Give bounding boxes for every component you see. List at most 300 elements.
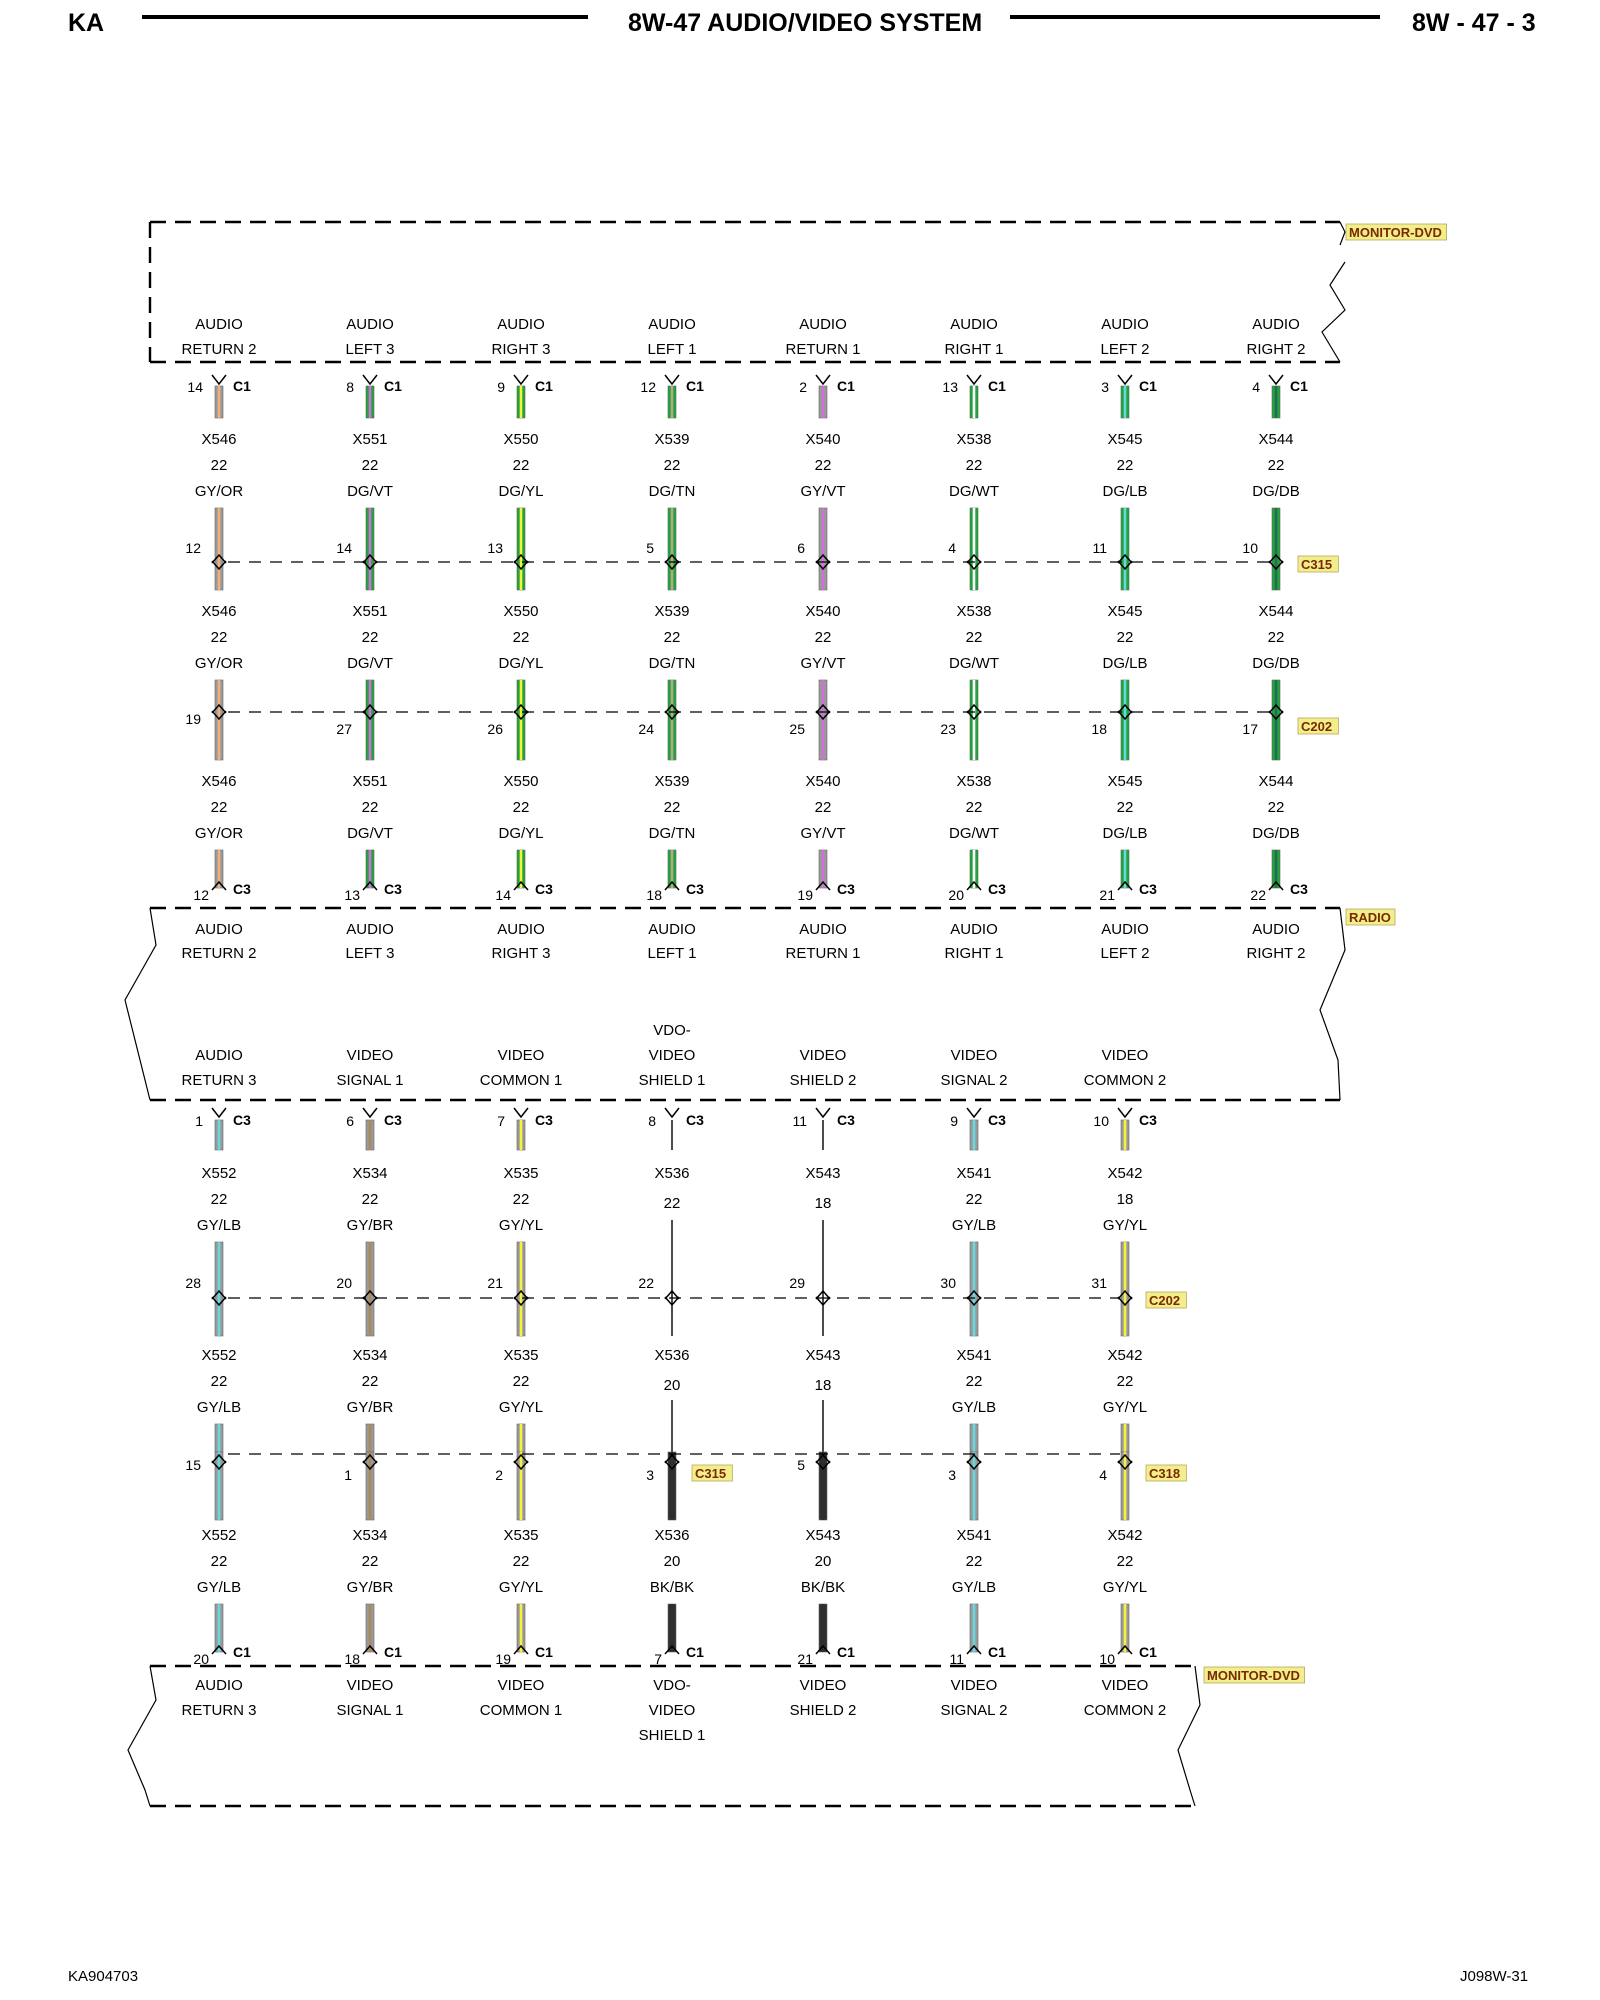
audio-6-radio-function-2: RIGHT 1 [944,945,1004,962]
audio-2-circuit-c: X551 [352,773,388,790]
audio-1-gauge-c: 22 [210,799,228,816]
audio-7-color-a: DG/LB [1102,483,1148,500]
audio-7-c315-pin: 11 [1092,540,1107,556]
audio-4-c202-pin: 24 [638,721,654,737]
video-7-lower-pin: 4 [1099,1467,1107,1483]
video-1-radio-pin: 1 [195,1113,203,1129]
video-7-monitor-pin: 10 [1099,1651,1115,1667]
audio-5-circuit-a: X540 [805,431,841,448]
c202-video-label: C202 [1149,1293,1181,1308]
audio-6-color-a: DG/WT [949,483,999,500]
video-5-wire-c2-tracer [822,1452,825,1520]
audio-6-monitor-terminal [967,375,981,384]
video-7-monitor-function-1: VIDEO [1101,1677,1149,1694]
video-6-color-a: GY/LB [951,1217,997,1234]
audio-4-color-a: DG/TN [648,483,696,500]
audio-1-gauge-a: 22 [210,457,228,474]
audio-2-monitor-connector: C1 [384,378,402,394]
c202-audio-label: C202 [1301,719,1333,734]
video-3-wire-a-tracer [520,1120,523,1150]
audio-1-circuit-a: X546 [201,431,237,448]
audio-4-gauge-a: 22 [663,457,681,474]
video-5-monitor-function-2: SHIELD 2 [789,1702,857,1719]
video-6-radio-terminal [967,1108,981,1117]
audio-2-wire-a-tracer [369,386,372,418]
video-7-c202-pin: 31 [1091,1275,1107,1291]
audio-3-radio-function-1: AUDIO [497,921,545,938]
video-2-gauge-a: 22 [361,1191,379,1208]
video-2-monitor-function-2: SIGNAL 1 [336,1702,404,1719]
radio-label: RADIO [1349,910,1391,925]
video-1-circuit-c: X552 [201,1527,237,1544]
audio-1-circuit-c: X546 [201,773,237,790]
audio-5-radio-function-1: AUDIO [799,921,847,938]
video-1-color-b: GY/LB [196,1399,242,1416]
video-1-monitor-connector: C1 [233,1644,251,1660]
video-4-gauge-a: 22 [663,1195,681,1212]
monitor-bottom-box-left-squiggle [128,1666,156,1806]
video-1-lower-pin: 15 [185,1457,201,1473]
video-7-wire-a-tracer [1124,1120,1127,1150]
video-3-wire-d-tracer [520,1604,523,1652]
video-4-gauge-c: 20 [663,1553,681,1570]
audio-5-monitor-pin: 2 [799,379,807,395]
video-1-wire-c-tracer [218,1424,221,1452]
video-3-color-b: GY/YL [498,1399,544,1416]
video-4-c202-pin: 22 [638,1275,654,1291]
audio-2-gauge-c: 22 [361,799,379,816]
video-5-radio-terminal [816,1108,830,1117]
audio-8-gauge-b: 22 [1267,629,1285,646]
c315-video-label: C315 [695,1466,727,1481]
audio-1-color-c: GY/OR [194,825,244,842]
audio-1-radio-connector: C3 [233,881,251,897]
video-2-wire-b-tracer [369,1242,372,1336]
audio-8-radio-function-1: AUDIO [1252,921,1300,938]
audio-3-monitor-connector: C1 [535,378,553,394]
video-6-gauge-a: 22 [965,1191,983,1208]
monitor-top-label: MONITOR-DVD [1349,225,1442,240]
audio-4-color-c: DG/TN [648,825,696,842]
audio-4-monitor-connector: C1 [686,378,704,394]
audio-5-wire-a-tracer [822,386,825,418]
audio-3-color-a: DG/YL [498,483,544,500]
video-5-monitor-connector: C1 [837,1644,855,1660]
video-2-lower-pin: 1 [344,1467,352,1483]
video-4-function-3: SHIELD 1 [638,1072,706,1089]
video-2-circuit-c: X534 [352,1527,388,1544]
video-2-wire-c2-tracer [369,1452,372,1520]
header-left: KA [68,9,105,37]
audio-5-monitor-terminal [816,375,830,384]
video-7-radio-connector: C3 [1139,1112,1157,1128]
audio-8-gauge-a: 22 [1267,457,1285,474]
video-3-radio-connector: C3 [535,1112,553,1128]
audio-6-c315-pin: 4 [948,540,956,556]
page-number: 8W - 47 - 3 [1412,9,1536,37]
audio-1-monitor-terminal [212,375,226,384]
video-6-circuit-b: X541 [956,1347,992,1364]
video-6-color-b: GY/LB [951,1399,997,1416]
footer-left-code: KA904703 [68,1968,139,1985]
video-2-wire-d-tracer [369,1604,372,1652]
audio-7-circuit-b: X545 [1107,603,1143,620]
audio-5-c202-pin: 25 [789,721,805,737]
video-4-color-c: BK/BK [649,1579,695,1596]
monitor-bottom-label: MONITOR-DVD [1207,1668,1300,1683]
video-1-function-1: AUDIO [195,1047,243,1064]
audio-1-wire-a-tracer [218,386,221,418]
audio-7-circuit-c: X545 [1107,773,1143,790]
video-3-color-a: GY/YL [498,1217,544,1234]
audio-8-color-c: DG/DB [1252,825,1300,842]
audio-8-color-b: DG/DB [1252,655,1300,672]
video-7-color-c: GY/YL [1102,1579,1148,1596]
monitor-top-box-squiggle [1322,262,1345,362]
video-3-lower-pin: 2 [495,1467,503,1483]
audio-5-monitor-connector: C1 [837,378,855,394]
c315-audio-label: C315 [1301,557,1333,572]
video-2-function-1: VIDEO [346,1047,394,1064]
video-4-circuit-c: X536 [654,1527,690,1544]
audio-1-color-b: GY/OR [194,655,244,672]
video-1-wire-c2-tracer [218,1452,221,1520]
audio-7-gauge-a: 22 [1116,457,1134,474]
video-4-function-2: VIDEO [648,1047,696,1064]
audio-8-monitor-pin: 4 [1252,379,1260,395]
video-1-wire-d-tracer [218,1604,221,1652]
audio-7-circuit-a: X545 [1107,431,1143,448]
video-5-function-1: VIDEO [799,1047,847,1064]
audio-1-radio-function-1: AUDIO [195,921,243,938]
audio-6-function-1: AUDIO [950,316,998,333]
video-5-circuit-a: X543 [805,1165,841,1182]
audio-6-function-2: RIGHT 1 [944,341,1004,358]
video-5-circuit-c: X543 [805,1527,841,1544]
video-4-radio-connector: C3 [686,1112,704,1128]
audio-5-function-2: RETURN 1 [785,341,861,358]
video-6-radio-connector: C3 [988,1112,1006,1128]
audio-1-function-2: RETURN 2 [181,341,257,358]
video-3-monitor-connector: C1 [535,1644,553,1660]
video-6-function-1: VIDEO [950,1047,998,1064]
video-3-radio-terminal [514,1108,528,1117]
video-5-gauge-b: 18 [814,1377,832,1394]
video-4-monitor-function-1: VDO- [653,1677,691,1694]
audio-3-radio-function-2: RIGHT 3 [491,945,551,962]
video-5-color-c: BK/BK [800,1579,846,1596]
audio-2-radio-pin: 13 [344,887,360,903]
video-1-gauge-b: 22 [210,1373,228,1390]
audio-8-monitor-connector: C1 [1290,378,1308,394]
video-2-color-c: GY/BR [346,1579,394,1596]
audio-2-c315-pin: 14 [336,540,352,556]
video-2-function-2: SIGNAL 1 [336,1072,404,1089]
video-1-monitor-function-1: AUDIO [195,1677,243,1694]
video-3-gauge-b: 22 [512,1373,530,1390]
footer-right-code: J098W-31 [1460,1968,1529,1985]
audio-8-wire-a-tracer [1275,386,1278,418]
audio-4-wire-b-tracer [671,508,674,590]
video-6-wire-a-tracer [973,1120,976,1150]
audio-1-monitor-pin: 14 [187,379,203,395]
video-6-gauge-b: 22 [965,1373,983,1390]
audio-8-radio-connector: C3 [1290,881,1308,897]
audio-8-wire-b-tracer [1275,508,1278,590]
audio-7-gauge-b: 22 [1116,629,1134,646]
audio-3-circuit-b: X550 [503,603,539,620]
video-3-circuit-a: X535 [503,1165,539,1182]
audio-5-gauge-b: 22 [814,629,832,646]
audio-4-radio-function-1: AUDIO [648,921,696,938]
video-2-radio-connector: C3 [384,1112,402,1128]
video-3-circuit-c: X535 [503,1527,539,1544]
audio-7-radio-pin: 21 [1099,887,1115,903]
video-1-function-2: RETURN 3 [181,1072,257,1089]
audio-4-gauge-c: 22 [663,799,681,816]
video-6-wire-d-tracer [973,1604,976,1652]
video-2-circuit-b: X534 [352,1347,388,1364]
video-5-radio-connector: C3 [837,1112,855,1128]
video-7-radio-pin: 10 [1093,1113,1109,1129]
audio-2-circuit-b: X551 [352,603,388,620]
video-2-monitor-pin: 18 [344,1651,360,1667]
audio-8-gauge-c: 22 [1267,799,1285,816]
audio-2-color-b: DG/VT [347,655,393,672]
video-3-monitor-pin: 19 [495,1651,511,1667]
video-6-monitor-function-2: SIGNAL 2 [940,1702,1008,1719]
video-7-wire-d-tracer [1124,1604,1127,1652]
video-3-monitor-function-2: COMMON 1 [479,1702,563,1719]
video-7-wire-b-tracer [1124,1242,1127,1336]
audio-5-circuit-c: X540 [805,773,841,790]
video-4-wire-d-tracer [671,1604,674,1652]
video-1-monitor-pin: 20 [193,1651,209,1667]
video-2-radio-terminal [363,1108,377,1117]
audio-1-gauge-b: 22 [210,629,228,646]
video-3-wire-c-tracer [520,1424,523,1452]
video-4-radio-pin: 8 [648,1113,656,1129]
audio-8-radio-pin: 22 [1250,887,1266,903]
audio-7-monitor-connector: C1 [1139,378,1157,394]
audio-5-circuit-b: X540 [805,603,841,620]
video-3-gauge-a: 22 [512,1191,530,1208]
video-6-wire-c-tracer [973,1424,976,1452]
audio-1-circuit-b: X546 [201,603,237,620]
video-6-circuit-c: X541 [956,1527,992,1544]
video-1-c202-pin: 28 [185,1275,201,1291]
audio-6-radio-function-1: AUDIO [950,921,998,938]
video-1-color-c: GY/LB [196,1579,242,1596]
video-6-lower-pin: 3 [948,1467,956,1483]
video-1-circuit-b: X552 [201,1347,237,1364]
audio-3-function-1: AUDIO [497,316,545,333]
video-5-monitor-function-1: VIDEO [799,1677,847,1694]
video-3-circuit-b: X535 [503,1347,539,1364]
video-2-radio-pin: 6 [346,1113,354,1129]
video-3-function-1: VIDEO [497,1047,545,1064]
audio-7-function-2: LEFT 2 [1100,341,1150,358]
video-2-gauge-c: 22 [361,1553,379,1570]
audio-8-c202-pin: 17 [1242,721,1258,737]
audio-2-function-2: LEFT 3 [345,341,395,358]
audio-4-monitor-pin: 12 [640,379,656,395]
audio-2-circuit-a: X551 [352,431,388,448]
audio-2-radio-function-2: LEFT 3 [345,945,395,962]
video-6-color-c: GY/LB [951,1579,997,1596]
video-2-wire-a-tracer [369,1120,372,1150]
audio-5-gauge-a: 22 [814,457,832,474]
video-6-radio-pin: 9 [950,1113,958,1129]
audio-7-gauge-c: 22 [1116,799,1134,816]
audio-5-wire-b-tracer [822,508,825,590]
audio-1-function-1: AUDIO [195,316,243,333]
c318-video-label: C318 [1149,1466,1181,1481]
video-7-wire-c-tracer [1124,1424,1127,1452]
audio-6-circuit-c: X538 [956,773,992,790]
audio-7-function-1: AUDIO [1101,316,1149,333]
audio-3-wire-a-tracer [520,386,523,418]
audio-3-function-2: RIGHT 3 [491,341,551,358]
video-5-function-2: SHIELD 2 [789,1072,857,1089]
video-1-color-a: GY/LB [196,1217,242,1234]
audio-3-monitor-terminal [514,375,528,384]
video-1-wire-b-tracer [218,1242,221,1336]
video-3-wire-b-tracer [520,1242,523,1336]
video-7-gauge-c: 22 [1116,1553,1134,1570]
audio-5-function-1: AUDIO [799,316,847,333]
video-4-function-1: VDO- [653,1022,691,1039]
audio-7-color-b: DG/LB [1102,655,1148,672]
audio-6-radio-connector: C3 [988,881,1006,897]
video-7-circuit-c: X542 [1107,1527,1143,1544]
video-7-circuit-b: X542 [1107,1347,1143,1364]
audio-3-color-b: DG/YL [498,655,544,672]
video-7-monitor-connector: C1 [1139,1644,1157,1660]
audio-2-radio-connector: C3 [384,881,402,897]
audio-3-radio-pin: 14 [495,887,511,903]
video-2-c202-pin: 20 [336,1275,352,1291]
video-4-circuit-b: X536 [654,1347,690,1364]
audio-5-radio-connector: C3 [837,881,855,897]
audio-8-radio-function-2: RIGHT 2 [1246,945,1306,962]
audio-3-c202-pin: 26 [487,721,503,737]
video-5-gauge-a: 18 [814,1195,832,1212]
audio-5-radio-pin: 19 [797,887,813,903]
video-4-circuit-a: X536 [654,1165,690,1182]
video-3-radio-pin: 7 [497,1113,505,1129]
audio-5-c315-pin: 6 [797,540,805,556]
audio-8-function-2: RIGHT 2 [1246,341,1306,358]
audio-2-gauge-b: 22 [361,629,379,646]
video-7-radio-terminal [1118,1108,1132,1117]
video-4-radio-terminal [665,1108,679,1117]
video-5-radio-pin: 11 [792,1113,807,1129]
audio-7-radio-connector: C3 [1139,881,1157,897]
video-7-gauge-a: 18 [1116,1191,1134,1208]
audio-4-monitor-terminal [665,375,679,384]
audio-3-wire-b-tracer [520,508,523,590]
audio-4-color-b: DG/TN [648,655,696,672]
audio-6-gauge-b: 22 [965,629,983,646]
audio-6-c202-pin: 23 [940,721,956,737]
audio-5-color-a: GY/VT [800,483,846,500]
audio-8-color-a: DG/DB [1252,483,1300,500]
video-6-gauge-c: 22 [965,1553,983,1570]
audio-2-c202-pin: 27 [336,721,352,737]
video-5-circuit-b: X543 [805,1347,841,1364]
audio-6-wire-b-tracer [973,508,976,590]
audio-6-radio-pin: 20 [948,887,964,903]
video-6-c202-pin: 30 [940,1275,956,1291]
video-7-gauge-b: 22 [1116,1373,1134,1390]
video-2-monitor-connector: C1 [384,1644,402,1660]
audio-4-radio-pin: 18 [646,887,662,903]
audio-7-wire-b-tracer [1124,508,1127,590]
radio-box-right-squiggle [1320,908,1345,1100]
monitor-bottom-box-right-squiggle [1178,1666,1200,1806]
audio-4-radio-function-2: LEFT 1 [647,945,697,962]
audio-6-monitor-connector: C1 [988,378,1006,394]
video-3-monitor-function-1: VIDEO [497,1677,545,1694]
audio-1-radio-pin: 12 [193,887,209,903]
audio-4-radio-connector: C3 [686,881,704,897]
audio-2-gauge-a: 22 [361,457,379,474]
video-1-monitor-function-2: RETURN 3 [181,1702,257,1719]
audio-3-circuit-a: X550 [503,431,539,448]
video-2-circuit-a: X534 [352,1165,388,1182]
video-1-wire-a-tracer [218,1120,221,1150]
audio-2-color-c: DG/VT [347,825,393,842]
audio-5-color-b: GY/VT [800,655,846,672]
video-1-gauge-c: 22 [210,1553,228,1570]
video-4-lower-pin: 3 [646,1467,654,1483]
audio-4-circuit-c: X539 [654,773,690,790]
audio-7-c202-pin: 18 [1091,721,1107,737]
audio-3-gauge-b: 22 [512,629,530,646]
audio-8-c315-pin: 10 [1242,540,1258,556]
audio-2-radio-function-1: AUDIO [346,921,394,938]
audio-7-monitor-terminal [1118,375,1132,384]
video-2-color-a: GY/BR [346,1217,394,1234]
audio-5-gauge-c: 22 [814,799,832,816]
video-5-gauge-c: 20 [814,1553,832,1570]
audio-6-wire-a-tracer [973,386,976,418]
audio-2-color-a: DG/VT [347,483,393,500]
video-6-monitor-function-1: VIDEO [950,1677,998,1694]
audio-3-color-c: DG/YL [498,825,544,842]
monitor-top-box-break [1340,222,1345,245]
audio-8-monitor-terminal [1269,375,1283,384]
audio-2-function-1: AUDIO [346,316,394,333]
audio-3-monitor-pin: 9 [497,379,505,395]
video-5-monitor-pin: 21 [797,1651,813,1667]
audio-8-circuit-b: X544 [1258,603,1294,620]
audio-1-radio-function-2: RETURN 2 [181,945,257,962]
audio-1-wire-b-tracer [218,508,221,590]
video-4-monitor-function-3: SHIELD 1 [638,1727,706,1744]
video-5-c202-pin: 29 [789,1275,805,1291]
audio-6-circuit-b: X538 [956,603,992,620]
audio-4-function-2: LEFT 1 [647,341,697,358]
audio-4-function-1: AUDIO [648,316,696,333]
audio-7-monitor-pin: 3 [1101,379,1109,395]
audio-3-gauge-a: 22 [512,457,530,474]
video-5-lower-pin: 5 [797,1457,805,1473]
video-6-monitor-connector: C1 [988,1644,1006,1660]
video-7-function-1: VIDEO [1101,1047,1149,1064]
audio-6-color-c: DG/WT [949,825,999,842]
